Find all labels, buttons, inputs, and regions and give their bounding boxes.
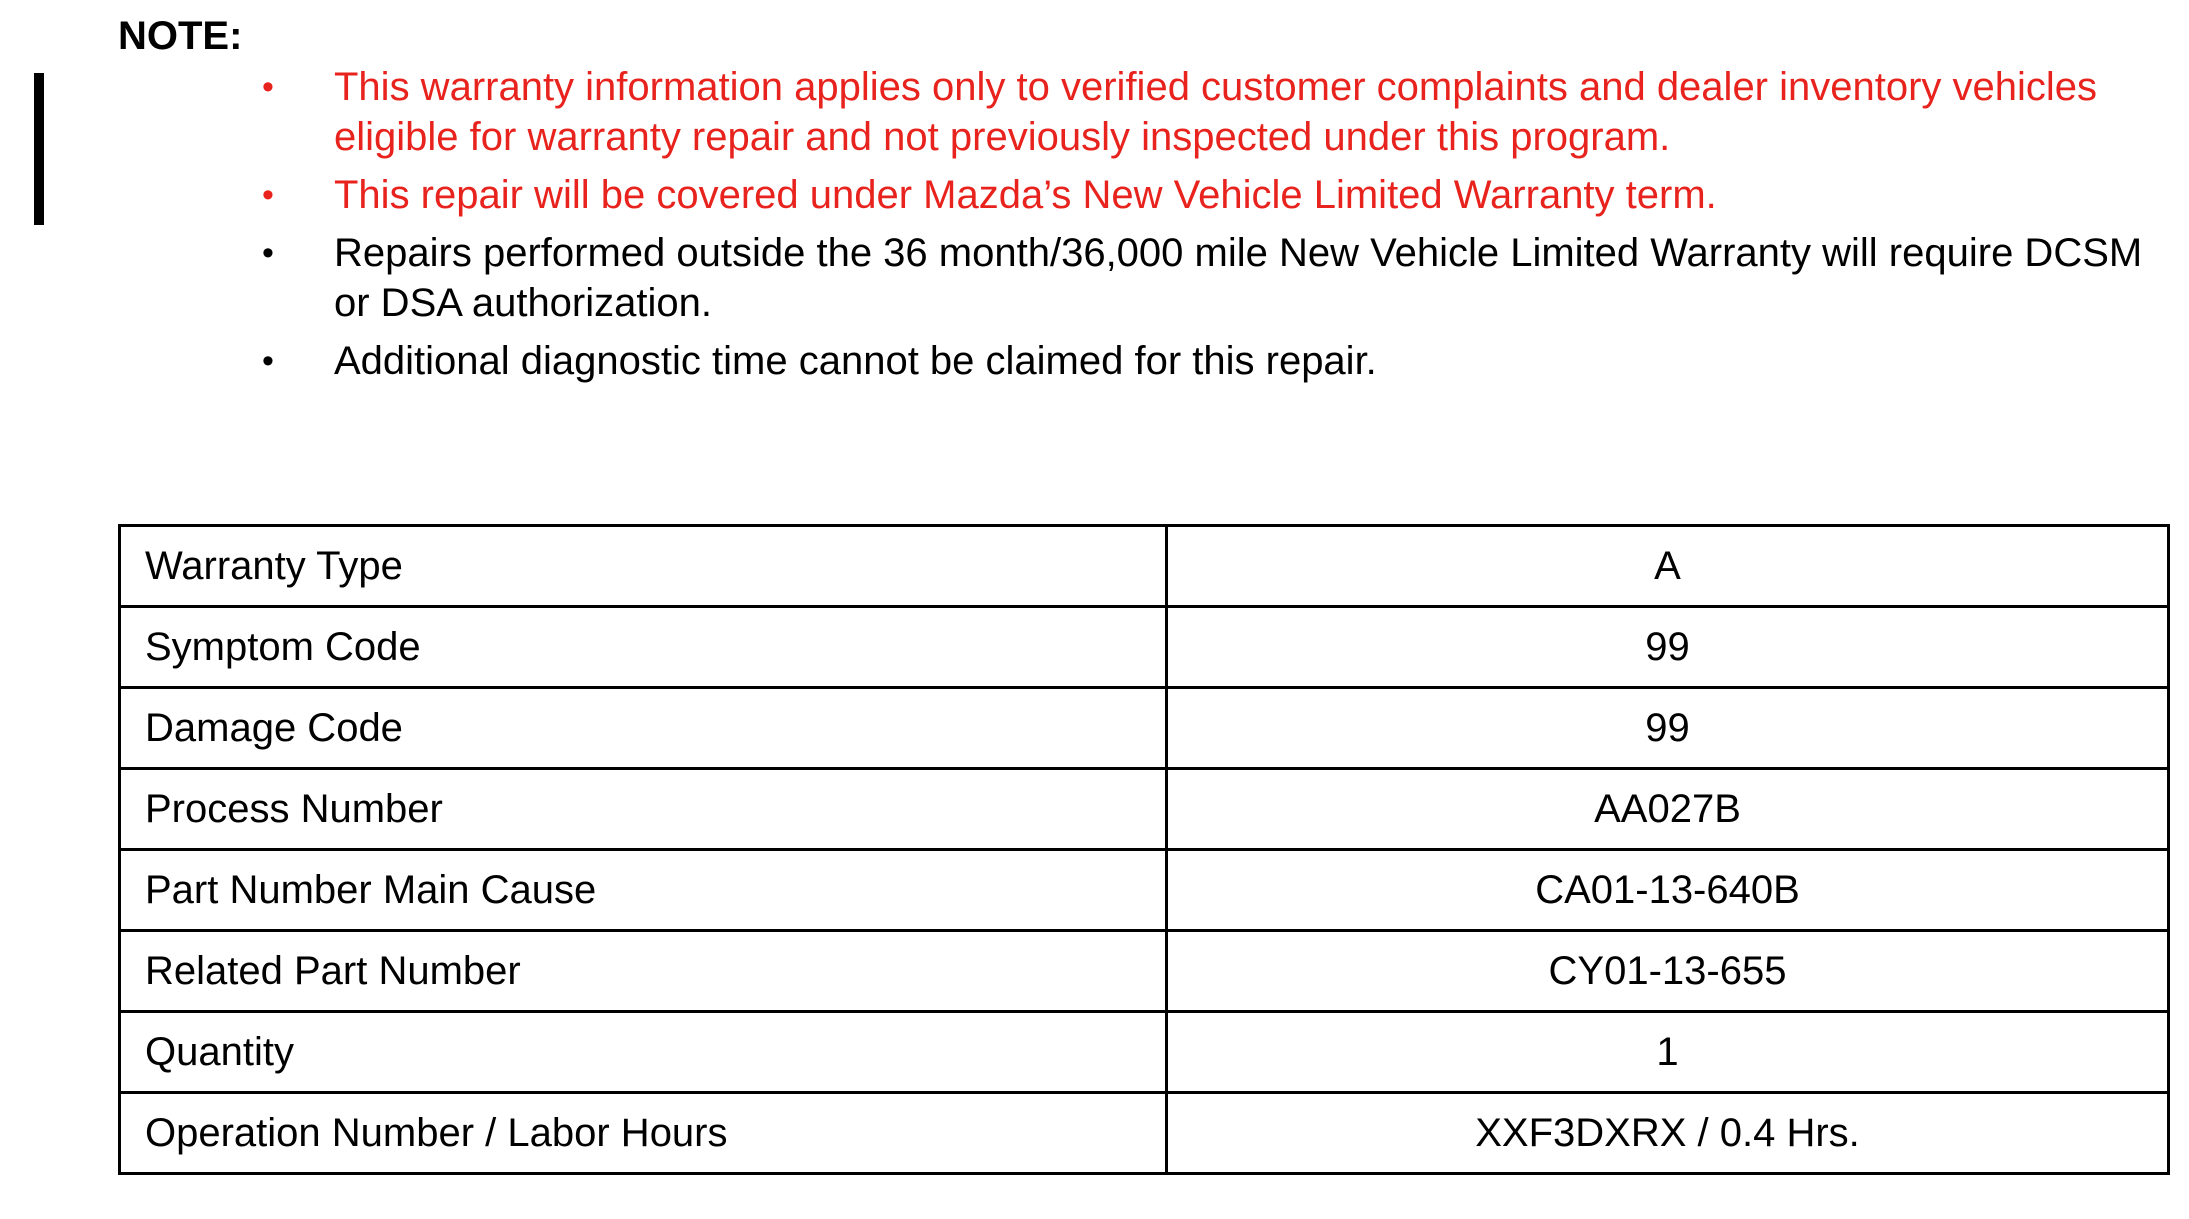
table-row — [120, 931, 2169, 1012]
note-list — [262, 62, 2162, 394]
row-label: Damage Code — [120, 688, 1167, 769]
row-value: CA01-13-640B — [1167, 850, 2169, 931]
row-label: Quantity — [120, 1012, 1167, 1093]
row-value: 1 — [1167, 1012, 2169, 1093]
row-label: Warranty Type — [120, 526, 1167, 607]
note-item-text: This repair will be covered under Mazda’s New Vehicle Limited Warranty term. — [334, 173, 1717, 217]
table-row — [120, 769, 2169, 850]
bullet-icon: • — [262, 68, 274, 106]
row-label: Related Part Number — [120, 931, 1167, 1012]
row-value: A — [1167, 526, 2169, 607]
row-value: 99 — [1167, 688, 2169, 769]
note-item-text: Additional diagnostic time cannot be claimed for this repair. — [334, 339, 1377, 383]
note-item — [262, 336, 2162, 386]
table-row — [120, 607, 2169, 688]
note-item — [262, 228, 2162, 328]
revision-bar — [34, 73, 44, 225]
table-row — [120, 688, 2169, 769]
note-item-text: This warranty information applies only to verified customer complaints and dealer inventory vehicles eligible for warranty repair and not previously inspected under this program. — [334, 65, 2098, 159]
warranty-table — [118, 524, 2170, 1175]
note-heading: NOTE: — [118, 14, 243, 58]
row-value: AA027B — [1167, 769, 2169, 850]
table-row — [120, 526, 2169, 607]
row-label: Process Number — [120, 769, 1167, 850]
row-value: CY01-13-655 — [1167, 931, 2169, 1012]
note-item — [262, 62, 2162, 162]
row-value: XXF3DXRX / 0.4 Hrs. — [1167, 1093, 2169, 1174]
row-label: Symptom Code — [120, 607, 1167, 688]
row-value: 99 — [1167, 607, 2169, 688]
note-item-text: Repairs performed outside the 36 month/36,000 mile New Vehicle Limited Warranty will require DCSM or DSA authorization. — [334, 231, 2143, 325]
note-item — [262, 170, 2162, 220]
row-label: Operation Number / Labor Hours — [120, 1093, 1167, 1174]
bullet-icon: • — [262, 342, 274, 380]
table-row — [120, 1093, 2169, 1174]
row-label: Part Number Main Cause — [120, 850, 1167, 931]
bullet-icon: • — [262, 176, 274, 214]
table-row — [120, 1012, 2169, 1093]
bullet-icon: • — [262, 234, 274, 272]
table-row — [120, 850, 2169, 931]
